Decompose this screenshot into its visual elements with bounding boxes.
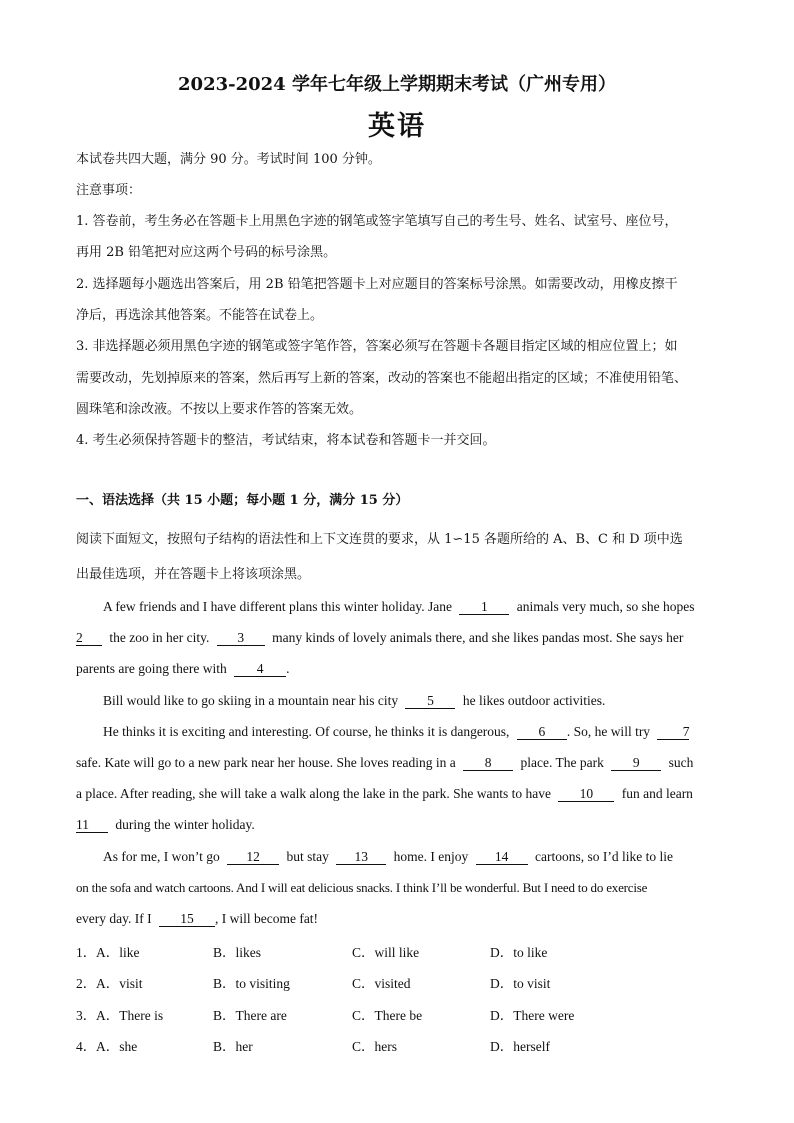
passage-text: fun and learn xyxy=(621,786,693,801)
answer-blank: 9 xyxy=(611,755,661,771)
passage-line xyxy=(76,816,255,834)
passage-text: As for me, I won’t go xyxy=(103,849,220,864)
note-line: 4. 考生必须保持答题卡的整洁，考试结束，将本试卷和答题卡一并交回。 xyxy=(76,433,496,448)
option-c[interactable]: C．will like xyxy=(352,945,420,960)
question-number: 3． xyxy=(76,1008,97,1023)
subject-title: 英语 xyxy=(368,111,426,142)
passage-text: but stay xyxy=(286,849,329,864)
passage-text: every day. If I xyxy=(76,911,152,926)
answer-blank: 1 xyxy=(459,599,509,615)
option-a[interactable]: A．she xyxy=(96,1039,138,1054)
question-number: 1． xyxy=(76,945,97,960)
passage-text: Bill would like to go skiing in a mountain near his city xyxy=(103,693,399,708)
passage-line xyxy=(76,660,289,678)
note-line: 1. 答卷前，考生务必在答题卡上用黑色字迹的钢笔或签字笔填写自己的考生号、姓名、试室号、座位号， xyxy=(76,214,678,229)
answer-blank: 4 xyxy=(234,661,286,677)
option-c[interactable]: C．hers xyxy=(352,1039,397,1054)
passage-text: , I will become fat! xyxy=(214,911,319,926)
answer-blank: 14 xyxy=(476,849,528,865)
option-d[interactable]: D．There were xyxy=(490,1008,575,1023)
passage-text: place. The park xyxy=(520,755,604,770)
note-line: 3. 非选择题必须用黑色字迹的钢笔或签字笔作答，答案必须写在答题卡各题目指定区域的相应位置上；如 xyxy=(76,339,678,354)
passage-text: He thinks it is exciting and interesting. Of course, he thinks it is dangerous, xyxy=(103,724,510,739)
passage-text: animals very much, so she hopes xyxy=(516,599,695,614)
option-d[interactable]: D．to visit xyxy=(490,976,551,991)
note-line: 再用 2B 铅笔把对应这两个号码的标号涂黑。 xyxy=(76,245,337,260)
answer-blank: 6 xyxy=(517,724,567,740)
question-number: 2． xyxy=(76,976,97,991)
answer-blank: 10 xyxy=(558,786,614,802)
section-instruction: 出最佳选项，并在答题卡上将该项涂黑。 xyxy=(76,567,311,582)
passage-line xyxy=(103,723,689,741)
option-a[interactable]: A．visit xyxy=(96,976,143,991)
passage-line xyxy=(103,598,695,616)
exam-title: 2023-2024 学年七年级上学期期末考试（广州专用） xyxy=(178,74,616,95)
passage-text: A few friends and I have different plans this winter holiday. Jane xyxy=(103,599,453,614)
notes-title: 注意事项： xyxy=(76,183,142,198)
option-b[interactable]: B．to visiting xyxy=(213,976,290,991)
passage-line xyxy=(76,754,693,772)
answer-blank: 3 xyxy=(217,630,265,646)
option-a[interactable]: A．like xyxy=(96,945,140,960)
passage-text: the zoo in her city. xyxy=(109,630,210,645)
passage-line xyxy=(103,692,605,710)
question-number: 4． xyxy=(76,1039,97,1054)
option-c[interactable]: C．There be xyxy=(352,1008,423,1023)
answer-blank: 15 xyxy=(159,911,215,927)
section-instruction: 阅读下面短文，按照句子结构的语法性和上下文连贯的要求，从 1∽15 各题所给的 A、B、C 和 D 项中选 xyxy=(76,532,683,547)
option-d[interactable]: D．to like xyxy=(490,945,548,960)
passage-text: cartoons, so I’d like to lie xyxy=(534,849,673,864)
exam-intro: 本试卷共四大题，满分 90 分。考试时间 100 分钟。 xyxy=(76,152,381,167)
note-line: 净后，再选涂其他答案。不能答在试卷上。 xyxy=(76,308,324,323)
passage-text: many kinds of lovely animals there, and she likes pandas most. She says her xyxy=(272,630,684,645)
option-b[interactable]: B．There are xyxy=(213,1008,287,1023)
answer-blank: 8 xyxy=(463,755,513,771)
answer-blank: 12 xyxy=(227,849,279,865)
passage-text: such xyxy=(668,755,694,770)
answer-blank: 7 xyxy=(657,724,689,740)
passage-text: . xyxy=(286,661,290,676)
passage-text: safe. Kate will go to a new park near her house. She loves reading in a xyxy=(76,755,456,770)
option-b[interactable]: B．her xyxy=(213,1039,253,1054)
passage-line xyxy=(76,785,693,803)
note-line: 需要改动，先划掉原来的答案，然后再写上新的答案，改动的答案也不能超出指定的区域；不准使用铅笔、 xyxy=(76,371,688,386)
passage-text: parents are going there with xyxy=(76,661,227,676)
note-line: 圆珠笔和涂改液。不按以上要求作答的答案无效。 xyxy=(76,402,363,417)
option-a[interactable]: A．There is xyxy=(96,1008,164,1023)
passage-text: he likes outdoor activities. xyxy=(462,693,606,708)
passage-line xyxy=(103,848,673,866)
answer-blank: 5 xyxy=(405,693,455,709)
option-d[interactable]: D．herself xyxy=(490,1039,550,1054)
answer-blank: 13 xyxy=(336,849,386,865)
option-b[interactable]: B．likes xyxy=(213,945,262,960)
option-c[interactable]: C．visited xyxy=(352,976,411,991)
passage-line: on the sofa and watch cartoons. And I will eat delicious snacks. I think I’ll be wonderful. But I need to do exercise xyxy=(76,880,648,895)
section-heading: 一、语法选择（共 15 小题；每小题 1 分，满分 15 分） xyxy=(76,493,409,508)
passage-text: . So, he will try xyxy=(566,724,651,739)
passage-line xyxy=(76,910,318,928)
passage-text: a place. After reading, she will take a walk along the lake in the park. She wants to have xyxy=(76,786,551,801)
passage-text: home. I enjoy xyxy=(393,849,469,864)
passage-text: during the winter holiday. xyxy=(115,817,255,832)
passage-line xyxy=(76,629,683,647)
answer-blank: 11 xyxy=(76,817,108,833)
answer-blank: 2 xyxy=(76,630,102,646)
note-line: 2. 选择题每小题选出答案后，用 2B 铅笔把答题卡上对应题目的答案标号涂黑。如需要改动，用橡皮擦干 xyxy=(76,277,678,292)
